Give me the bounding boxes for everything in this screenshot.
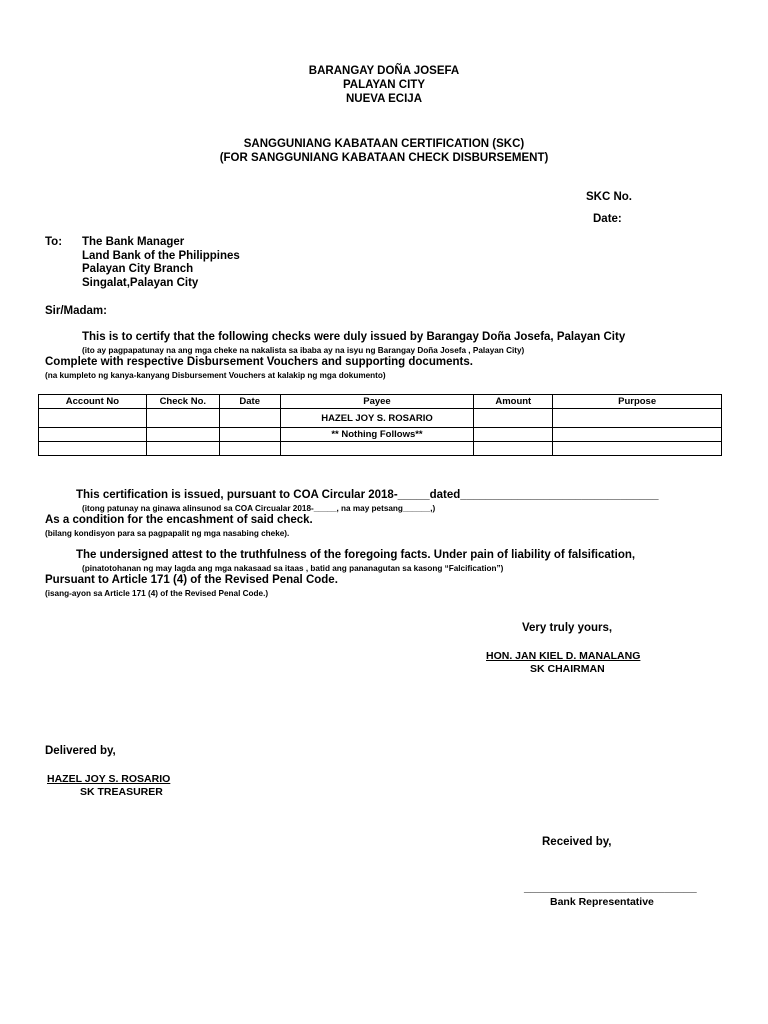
column-header: Date [219,395,280,409]
addressee-line: Land Bank of the Philippines [82,250,240,262]
title-line-1: SANGGUNIANG KABATAAN CERTIFICATION (SKC) [243,138,525,150]
table-cell [280,442,474,456]
to-label: To: [45,236,63,248]
certify-line-2: Complete with respective Disbursement Vouchers and supporting documents. [45,356,473,368]
column-header: Payee [280,395,474,409]
table-cell: ** Nothing Follows** [280,428,474,442]
treasurer-name: HAZEL JOY S. ROSARIO [47,773,171,785]
table-row [39,442,722,456]
table-cell [146,428,219,442]
header-line-3: NUEVA ECIJA [345,93,423,105]
treasurer-title: SK TREASURER [80,786,163,798]
addressee-line: The Bank Manager [82,236,185,248]
attest-line-2-translation: (isang-ayon sa Article 171 (4) of the Revised Penal Code.) [45,589,269,598]
table-cell: HAZEL JOY S. ROSARIO [280,409,474,428]
column-header: Amount [474,395,553,409]
checks-table [38,394,722,456]
header-line-2: PALAYAN CITY [342,79,425,91]
attest-line-1-translation: (pinatotohanan ng may lagda ang mga nakasaad sa itaas , batid ang pananagutan sa kasong “Falcification”) [82,564,504,573]
title-line-2: (FOR SANGGUNIANG KABATAAN CHECK DISBURSEMENT) [219,152,549,164]
table-cell [146,442,219,456]
table-header-row [39,395,722,409]
issuance-line-1: This certification is issued, pursuant to COA Circular 2018-_____dated_______________________________ [76,489,659,501]
certify-line-2-translation: (na kumpleto ng kanya-kanyang Disbursement Vouchers at kalakip ng mga dokumento) [45,371,386,380]
table-row [39,428,722,442]
table-cell [474,442,553,456]
issuance-line-2-translation: (bilang kondisyon para sa pagpapalit ng mga nasabing cheke). [45,529,290,538]
column-header: Purpose [553,395,722,409]
table-cell [219,409,280,428]
addressee-line: Singalat,Palayan City [82,277,199,289]
table-cell [553,409,722,428]
date-label: Date: [593,213,622,225]
header-line-1: BARANGAY DOÑA JOSEFA [308,65,460,77]
column-header: Check No. [146,395,219,409]
table-cell [553,428,722,442]
table-cell [146,409,219,428]
attest-line-2: Pursuant to Article 171 (4) of the Revised Penal Code. [45,574,338,586]
salutation: Sir/Madam: [45,305,107,317]
table-cell [553,442,722,456]
issuance-line-1-translation: (itong patunay na ginawa alinsunod sa COA Circualar 2018-_____, na may petsang______,) [82,504,436,513]
bank-representative-title: Bank Representative [550,896,654,908]
addressee-line: Palayan City Branch [82,263,194,275]
chairman-name: HON. JAN KIEL D. MANALANG [486,650,641,662]
signature-line: ___________________________ [524,882,697,894]
table-cell [219,442,280,456]
very-truly-yours: Very truly yours, [522,622,613,634]
certify-line-1: This is to certify that the following checks were duly issued by Barangay Doña Josefa, Palayan City [82,331,626,343]
column-header: Account No [39,395,147,409]
received-label: Received by, [542,836,612,848]
issuance-line-2: As a condition for the encashment of said check. [45,514,313,526]
table-cell [474,409,553,428]
table-cell [219,428,280,442]
table-cell [39,442,147,456]
chairman-title: SK CHAIRMAN [530,663,605,675]
attest-line-1: The undersigned attest to the truthfulness of the foregoing facts. Under pain of liability of falsification, [76,549,636,561]
certify-line-1-translation: (ito ay pagpapatunay na ang mga cheke na nakalista sa ibaba ay na isyu ng Barangay Doña Josefa , Palayan City) [82,346,525,355]
table-row [39,409,722,428]
table-cell [39,428,147,442]
skc-no-label: SKC No. [586,191,632,203]
delivered-label: Delivered by, [45,745,116,757]
table-cell [474,428,553,442]
table-cell [39,409,147,428]
